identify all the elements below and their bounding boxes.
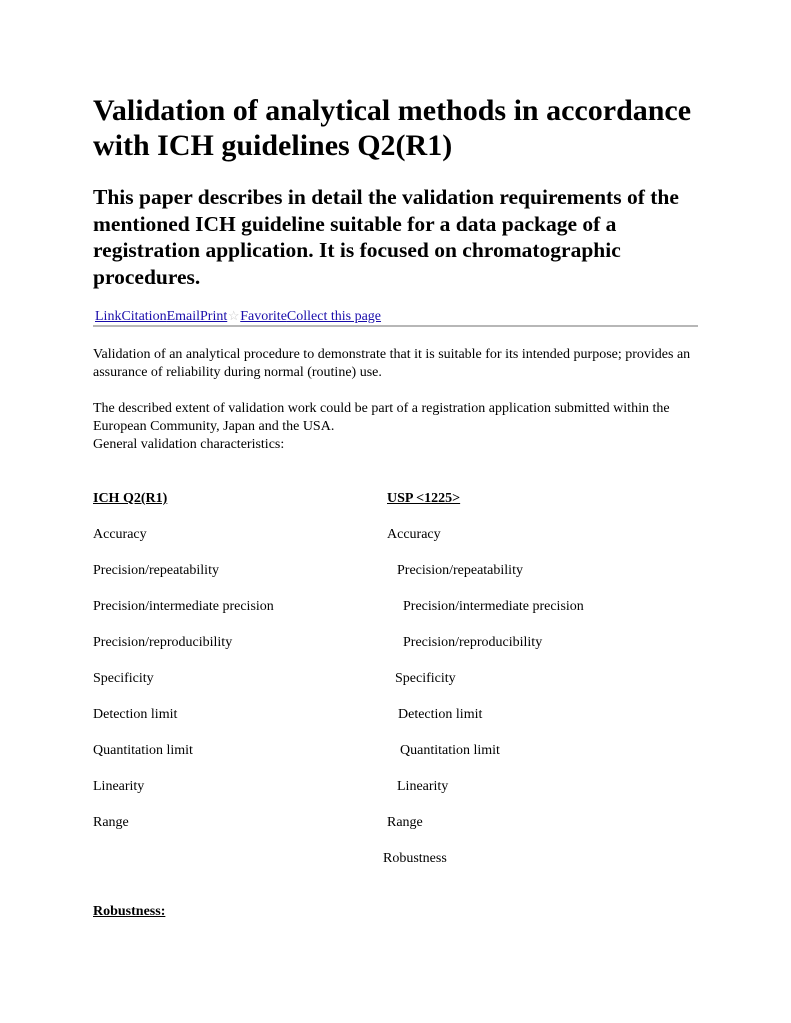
usp-characteristic: Precision/repeatability	[397, 563, 523, 578]
ich-characteristic: Detection limit	[93, 707, 178, 722]
usp-characteristic: Precision/intermediate precision	[403, 599, 584, 614]
ich-characteristic: Specificity	[93, 671, 154, 686]
intro-paragraph: Validation of an analytical procedure to demonstrate that it is suitable for its intended purpose; provides an assurance of reliability during normal (routine) use.	[93, 347, 691, 380]
table-row	[93, 778, 698, 796]
robustness-heading: Robustness:	[93, 904, 166, 919]
ich-column-header: ICH Q2(R1)	[93, 491, 168, 506]
star-icon: ☆	[227, 308, 240, 323]
table-row	[93, 562, 698, 580]
scope-paragraph	[93, 400, 701, 454]
table-row	[93, 814, 698, 832]
table-row	[93, 706, 698, 724]
table-row	[93, 670, 698, 688]
usp-characteristic: Detection limit	[398, 707, 483, 722]
favorite-action[interactable]: Favorite	[240, 309, 287, 324]
page-title: Validation of analytical methods in accordance with ICH guidelines Q2(R1)	[93, 94, 692, 162]
ich-characteristic: Precision/reproducibility	[93, 635, 233, 650]
table-row	[93, 526, 698, 544]
usp-characteristic: Specificity	[395, 671, 456, 686]
ich-characteristic: Precision/repeatability	[93, 563, 219, 578]
collect-page-action[interactable]: Collect this page	[286, 309, 381, 324]
scope-line-3: General validation characteristics:	[93, 437, 285, 452]
article-toolbar	[93, 307, 698, 327]
ich-characteristic: Quantitation limit	[93, 743, 193, 758]
link-action[interactable]: Link	[95, 309, 122, 324]
usp-characteristic: Robustness	[383, 851, 447, 866]
table-row	[93, 742, 698, 760]
table-row	[93, 598, 698, 616]
citation-action[interactable]: Citation	[121, 309, 167, 324]
ich-characteristic: Precision/intermediate precision	[93, 599, 274, 614]
usp-characteristic: Linearity	[397, 779, 449, 794]
ich-characteristic: Linearity	[93, 779, 145, 794]
table-row	[93, 850, 698, 868]
usp-characteristic: Accuracy	[387, 527, 441, 542]
comparison-header-row	[93, 490, 698, 508]
usp-characteristic: Quantitation limit	[400, 743, 500, 758]
email-action[interactable]: Email	[166, 309, 201, 324]
usp-characteristic: Range	[387, 815, 423, 830]
usp-characteristic: Precision/reproducibility	[403, 635, 543, 650]
scope-line-1: The described extent of validation work could be part of a registration application submitted within the	[93, 401, 670, 416]
usp-column-header: USP <1225>	[387, 491, 461, 506]
ich-characteristic: Accuracy	[93, 527, 147, 542]
table-row	[93, 634, 698, 652]
scope-line-2: European Community, Japan and the USA.	[93, 419, 335, 434]
ich-characteristic: Range	[93, 815, 129, 830]
page-subtitle: This paper describes in detail the validation requirements of the mentioned ICH guideline suitable for a data package of a registration application. It is focused on chromatographic procedures.	[93, 185, 679, 289]
print-action[interactable]: Print	[200, 309, 228, 324]
